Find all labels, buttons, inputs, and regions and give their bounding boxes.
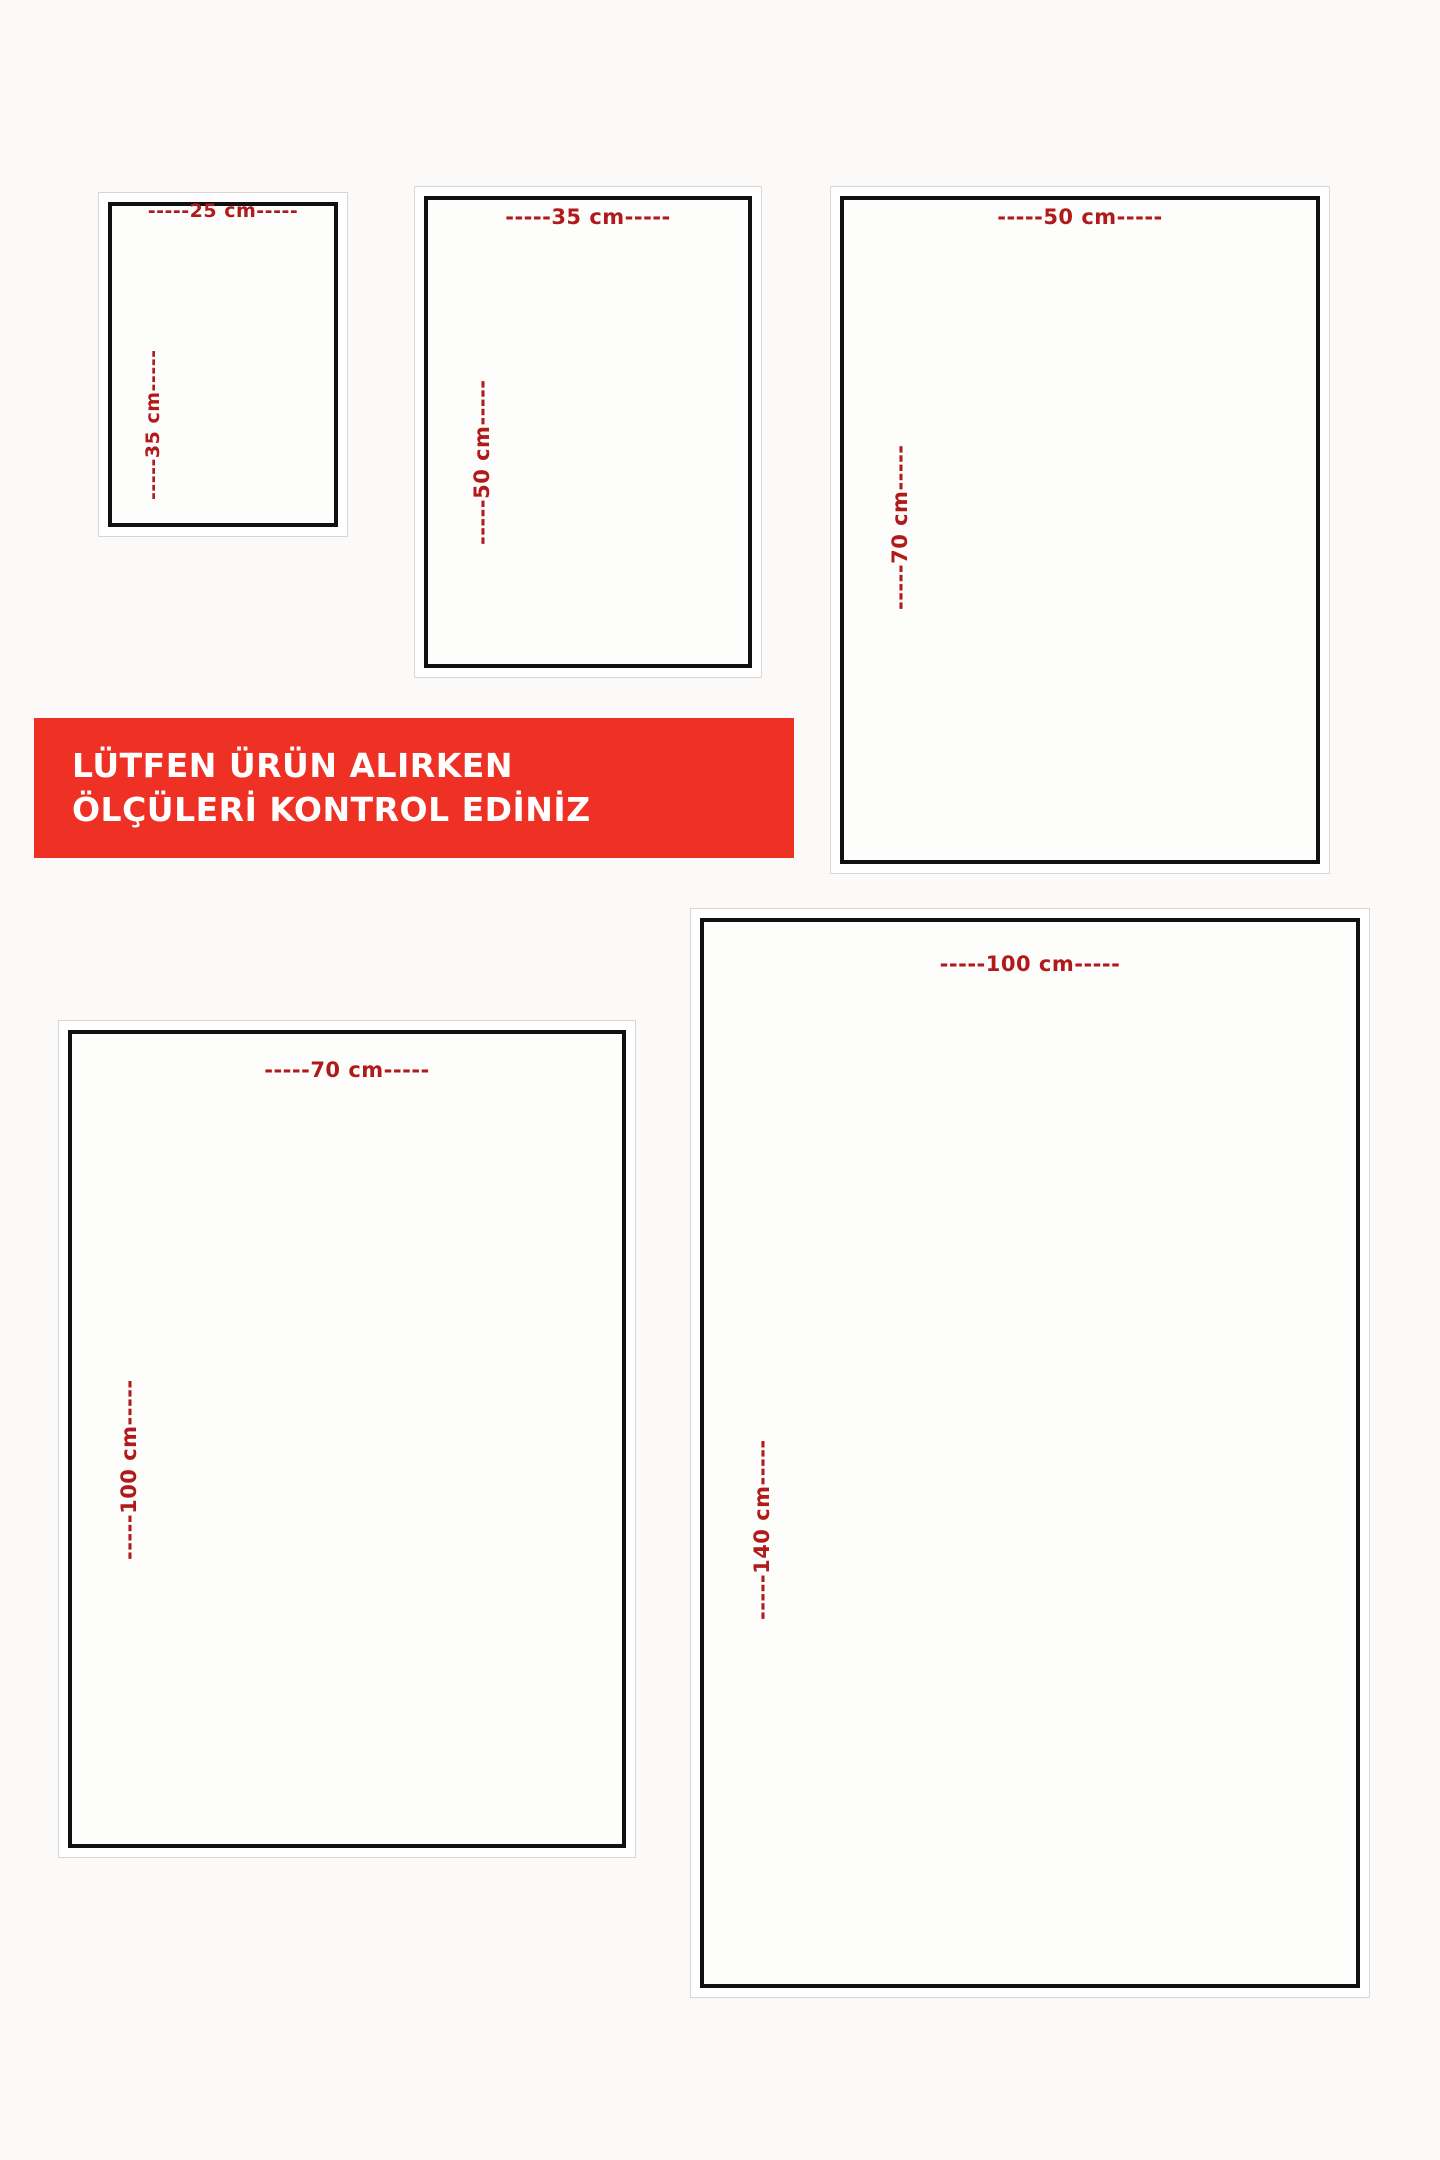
frame-inner-100x140: [700, 918, 1360, 1988]
frame-inner-50x70: [840, 196, 1320, 864]
warning-banner: [34, 718, 794, 858]
dimension-width-70x100: -----70 cm-----: [264, 1058, 430, 1082]
dimension-height-25x35: -----35 cm-----: [142, 349, 164, 500]
dimension-width-100x140: -----100 cm-----: [939, 952, 1121, 976]
warning-line-2: ÖLÇÜLERİ KONTROL EDİNİZ: [72, 790, 591, 829]
warning-line-1: LÜTFEN ÜRÜN ALIRKEN: [72, 746, 513, 786]
frame-inner-70x100: [68, 1030, 626, 1848]
dimension-width-25x35: -----25 cm-----: [147, 200, 299, 222]
dimension-height-100x140: -----140 cm-----: [750, 1439, 774, 1620]
size-box-70x100: [58, 1020, 636, 1858]
size-box-25x35: [98, 192, 348, 537]
dimension-height-50x70: -----70 cm-----: [888, 444, 912, 610]
dimension-height-35x50: -----50 cm-----: [470, 379, 494, 545]
size-box-100x140: [690, 908, 1370, 1998]
dimension-height-70x100: -----100 cm-----: [117, 1379, 141, 1560]
dimension-width-35x50: -----35 cm-----: [505, 205, 671, 229]
dimension-width-50x70: -----50 cm-----: [997, 205, 1163, 229]
size-box-35x50: [414, 186, 762, 678]
